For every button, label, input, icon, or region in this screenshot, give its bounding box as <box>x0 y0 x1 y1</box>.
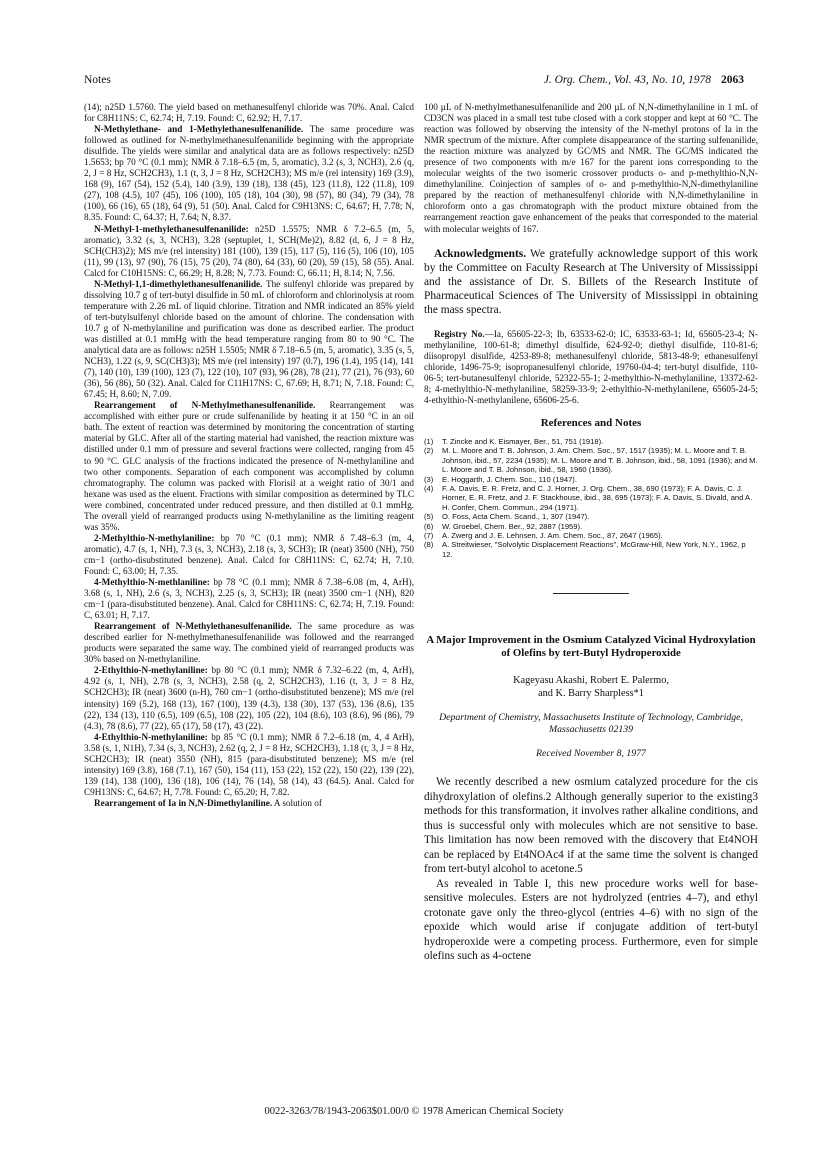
authors-line-1: Kageyasu Akashi, Robert E. Palermo, <box>513 675 669 687</box>
reference-item <box>424 446 758 474</box>
experimental-paragraph <box>84 665 414 731</box>
paragraph-text: The same procedure was followed as outlined for N-methylmethanesulfenanilide beginning with the appropriate disulfide. The yields were similar and analytical data are as follows respectively: n25D 1.5653; bp 70 °C (0.1 mm); NMR δ 7.18–6.5 (m, 5, aromatic), 3.2 (s, 3, NCH3), 2.6 (q, 2, J = 8 Hz, SCH2CH3), 1.1 (t, 3, J = 8 Hz, SCH2CH3); MS m/e (rel intensity) 169 (3.9), 168 (9), 167 (54), 152 (5.4), 140 (3.9), 139 (18), 138 (45), 123 (11.8), 122 (11.8), 109 (27), 108 (4.5), 107 (45), 106 (100), 105 (18), 104 (30), 98 (57), 80 (34), 79 (34), 78 (100), 66 (16), 65 (18), 64 (9), 51 (50). Anal. Calcd for C9H13NS: C, 64.67; H, 7.78; N, 8.35. Found: C, 64.37; H, 7.64; N, 8.37. <box>84 124 414 223</box>
paragraph-text: bp 78 °C (0.1 mm); NMR δ 7.38–6.08 (m, 4, ArH), 3.68 (s, 1, NH), 2.6 (s, 3, NCH3), 2.25 (s, 3, SCH3); IR (neat) 3500 cm−1 (NH), 820 cm−1 (para-disubstituted benzene). Anal. Calcd for C8H11NS: C, 62.74; H, 7.19. Found: C, 63.01; H, 7.17. <box>84 577 414 621</box>
reference-number: (1) <box>424 436 434 446</box>
paragraph-text: The sulfenyl chloride was prepared by dissolving 10.7 g of tert-butyl disulfide in 50 mL of chloroform and chlorinolysis at room temperature with 2.26 mL of liquid chlorine. Titration and NMR indicated an 85% yield of tert-butylsulfenyl chloride based on the amount of chlorine. The condensation with 10.7 g of N-methylaniline and purification was done as described earlier. The product was distilled at 0.1 mmHg with the head temperature ranging from 80 to 90 °C. The analytical data are as follows: n25H 1.5505; NMR δ 7.18–6.5 (m, 5, aromatic), 3.35 (s, 5, NCH3), 1.22 (s, 9, SC(CH3)3); MS m/e (rel intensity) 197 (0.7), 196 (1.4), 195 (14), 141 (7), 140 (10), 139 (100), 123 (7), 122 (10), 107 (93), 96 (28), 78 (21), 77 (21), 76 (93), 60 (36), 56 (86), 50 (32). Anal. Calcd for C11H17NS: C, 67.69; H, 8.71; N, 7.18. Found: C, 67.45; H, 8.60; N, 7.09. <box>84 278 414 400</box>
section-name: Notes <box>84 74 111 86</box>
paragraph-text: Rearrangement was accomplished with either pure or crude sulfenanilide by heating it at 150 °C in an oil bath. The extent of reaction was determined by monitoring the concentration of starting material by GLC. After all of the starting material had vanished, the reaction mixture was distilled under 0.1 mm of pressure and several fractions were collected, ranging from 45 to 90 °C. GLC analysis of the fractions indicated the presence of N-methylaniline and two other components. Separation of each component was accomplished by column chromatography. The column was packed with Florisil at a weight ratio of 30/1 and hexane was used as the eluent. Fractions with similar composition as determined by TLC were combined, concentrated under reduced pressure, and then distilled at 0.1 mmHg. The overall yield of rearranged products using N-methylaniline as the limiting reagent was 35%. <box>84 400 414 532</box>
paragraph-heading: Rearrangement of Ia in N,N-Dimethylaniline. <box>94 797 273 808</box>
reference-item <box>424 484 758 512</box>
references-heading: References and Notes <box>540 416 642 429</box>
reference-text: T. Zincke and K. Eismayer, Ber., 51, 751 (1918). <box>442 436 604 446</box>
experimental-paragraph <box>84 621 414 665</box>
reference-number: (2) <box>424 446 434 456</box>
paragraph-heading: N-Methylethane- and 1-Methylethanesulfenanilide. <box>94 124 304 135</box>
paragraph-heading: N-Methyl-1-methylethanesulfenanilide: <box>94 223 249 234</box>
reference-item <box>424 540 758 559</box>
body-paragraph-1: We recently described a new osmium catalyzed procedure for the cis dihydroxylation of olefins.2 Although generally superior to the existing3 methods for this transformation, it involves rather alkaline conditions, and thus is successful only with molecules which are not sensitive to base. This limitation has now been removed with the discovery that Et4NOH can be replaced by Et4NOAc4 if at the same time the solvent is changed from tert-butyl alcohol to acetone.5 <box>424 776 758 876</box>
reference-item <box>424 475 758 484</box>
experimental-paragraph <box>84 798 414 809</box>
reference-text: E. Hoggarth, J. Chem. Soc., 110 (1947). <box>442 474 577 484</box>
paragraph-heading: Rearrangement of N-Methylethanesulfenanilide. <box>94 621 292 632</box>
article-title: A Major Improvement in the Osmium Catalyzed Vicinal Hydroxylation of Olefins by tert-Butyl Hydroperoxide <box>426 634 756 660</box>
reference-text: O. Foss, Acta Chem. Scand., 1, 307 (1947). <box>442 512 590 522</box>
paragraph-heading: 2-Ethylthio-N-methylaniline: <box>94 665 208 676</box>
authors-line-2: and K. Barry Sharpless*1 <box>538 688 644 700</box>
reference-item <box>424 531 758 540</box>
reference-text: M. L. Moore and T. B. Johnson, J. Am. Chem. Soc., 57, 1517 (1935); M. L. Moore and T. B. Johnson, ibid., 57, 2234 (1935); M. L. Moore and T. B. Johnson, ibid., 58, 1091 (1936); and M. L. Moore and T. B. Johnson, ibid., 58, 1960 (1936). <box>442 446 758 475</box>
experimental-paragraph <box>84 124 414 223</box>
reference-text: A. Zwerg and J. E. Lehnsen, J. Am. Chem. Soc., 87, 2647 (1965). <box>442 531 663 540</box>
reference-number: (4) <box>424 483 434 493</box>
continuation-paragraph: 100 µL of N-methylmethanesulfenanilide and 200 µL of N,N-dimethylaniline in 1 mL of CD3CN was placed in a small test tube closed with a cork stopper and kept at 60 °C. The reaction was followed by observing the intensity of the N-methyl protons of Ia in the NMR spectrum of the mixture. After complete disappearance of the starting sulfenanilide, the reaction mixture was analyzed by GC/MS and NMR. The GC/MS indicated the presence of two components with m/e 167 for the parent ions corresponding to the molecular weights of the two isomeric crossover products o- and p-methylthio-N,N-dimethylaniline. Coinjection of samples of o- and p-methylthio-N,N-dimethylaniline prepared by the reaction of methanesulfenyl chloride with N,N-dimethylaniline in chloroform onto a gas chromatograph with the product mixture obtained from the rearrangement reaction gave enhancement of the peaks that corresponded to the material with molecular weights of 167. <box>424 102 758 234</box>
page-footer: 0022-3263/78/1943-2063$01.00/0 © 1978 American Chemical Society <box>264 1106 564 1117</box>
paragraph-text: A solution of <box>272 797 322 808</box>
page-header <box>84 74 744 90</box>
authors <box>424 674 758 700</box>
reference-number: (7) <box>424 531 434 540</box>
experimental-paragraph <box>84 732 414 798</box>
paragraph-text: The same procedure as was described earlier for N-methylmethanesulfenanilide was followed and the rearranged products were separated the same way. The combined yield of rearranged products was 30% based on N-methylaniline. <box>84 621 414 665</box>
paragraph-heading: 4-Methylthio-N-methlaniline: <box>94 577 210 588</box>
paragraph-heading: 4-Ethylthio-N-methylaniline: <box>94 731 208 742</box>
section-divider <box>553 593 629 594</box>
reference-text: F. A. Davis, E. R. Fretz, and C. J. Horner, J. Org. Chem., 38, 690 (1973); F. A. Davis, C. J. Horner, E. R. Fretz, and J. F. Stackhouse, ibid., 38, 695 (1973); F. A. Davis, S. Divald, and A. H. Confer, Chem. Commun., 294 (1971). <box>442 483 753 512</box>
reference-text: A. Streitwieser, "Solvolytic Displacement Reactions", McGraw-Hill, New York, N.Y., 1962, p 12. <box>442 540 746 559</box>
reference-number: (8) <box>424 540 434 550</box>
acknowledgments <box>424 247 758 317</box>
reference-text: W. Groebel, Chem. Ber., 92, 2887 (1959). <box>442 521 583 531</box>
registry-text: —Ia, 65605-22-3; Ib, 63533-62-0; IC, 63533-63-1; Id, 65605-23-4; N-methylaniline, 100-61-8; dimethyl disulfide, 624-92-0; diethyl disulfide, 110-81-6; diisopropyl disulfide, 4253-89-8; methanesulfenyl chloride, 5813-48-9; ethanesulfenyl chloride, 1496-75-9; isopropanesulfenyl chloride, 19760-04-4; tert-butyl disulfide, 110-06-5; tert-butanesulfenyl chloride, 52322-55-1; 2-methylthio-N-methylaniline, 13372-62-8; 4-methylthio-N-methylaniline, 58259-33-9; 2-ethylthio-N-methylanilene, 65605-24-5; 4-ethylthio-N-methylanilene, 65606-25-6. <box>424 328 758 405</box>
body-paragraph-2: As revealed in Table I, this new procedure works well for base-sensitive molecules. Esters are not hydrolyzed (entries 4–7), and ethyl crotonate gave only the threo-glycol (entries 4–6) with no sign of the epoxide which would arise if conjugate addition of tert-butyl hydroperoxide were a competing process. Furthermore, even for simple olefins such as 4-octene <box>424 877 758 963</box>
journal-citation <box>544 74 744 86</box>
reference-item <box>424 512 758 521</box>
paragraph-text: bp 70 °C (0.1 mm); NMR δ 7.48–6.3 (m, 4, aromatic), 4.7 (s, 1, NH), 7.3 (s, 3, NCH3), 2.18 (s, 3, SCH3); IR (neat) 3500 (NH), 750 cm−1 (ortho-disubstituted benzene). Anal. Calcd for C8H11NS: C, 62.74; H, 7.10. Found: C, 63.00; H, 7.35. <box>84 532 414 576</box>
paragraph-heading: Rearrangement of N-Methylmethanesulfenanilide. <box>94 400 316 411</box>
reference-item <box>424 437 758 446</box>
ack-text: We gratefully acknowledge support of this work by the Committee on Faculty Research at The University of Mississippi and the assistance of Dr. S. Billets of the Research Institute of Pharmaceutical Sciences of The University of Mississippi in obtaining the mass spectra. <box>424 247 758 316</box>
journal-name: J. Org. Chem., Vol. 43, No. 10, 1978 <box>543 74 711 86</box>
experimental-paragraph <box>84 102 414 124</box>
paragraph-heading: 2-Methylthio-N-methylaniline: <box>94 532 215 543</box>
experimental-paragraph <box>84 224 414 279</box>
right-column <box>424 102 758 964</box>
experimental-paragraph <box>84 533 414 577</box>
paragraph-text: bp 80 °C (0.1 mm); NMR δ 7.32–6.22 (m, 4, ArH), 4.92 (s, 1, NH), 2.78 (s, 3, NCH3), 2.58 (q, 2, SCH2CH3), 1.16 (t, 3, J = 8 Hz, SCH2CH3); IR (neat) 3600 (n-H), 760 cm−1 (ortho-disubstituted benzene); MS m/e (rel intensity) 169 (5.2), 168 (13), 167 (100), 139 (4.3), 138 (30), 137 (53), 136 (8.6), 135 (22), 134 (13), 110 (6.5), 109 (6.5), 108 (22), 105 (22), 104 (8.6), 103 (8.6), 96 (86), 79 (4.3), 78 (8.6), 77 (22), 65 (17), 58 (17), 43 (22). <box>84 665 414 731</box>
paragraph-text: (14); n25D 1.5760. The yield based on methanesulfenyl chloride was 70%. Anal. Calcd for C8H11NS: C, 62.74; H, 7.19. Found: C, 62.92; H, 7.17. <box>84 102 414 124</box>
page-number: 2063 <box>721 74 744 86</box>
paragraph-text: n25D 1.5575; NMR δ 7.2–6.5 (m, 5, aromatic), 3.32 (s, 3, NCH3), 3.28 (septuplet, 1, SCH(Me)2), 8.82 (d, 6, J = 8 Hz, SCH(CH3)2); MS m/e (rel intensity) 181 (100), 139 (15), 117 (5), 116 (5), 106 (10), 105 (11), 99 (13), 97 (90), 76 (15), 75 (20), 74 (80), 64 (33), 60 (20), 59 (15), 58 (55). Anal. Calcd for C10H15NS: C, 66.29; H, 8.28; N, 7.73. Found: C, 66.11; H, 8.14; N, 7.56. <box>84 223 414 278</box>
references-list <box>424 437 758 559</box>
left-column <box>84 102 414 809</box>
reference-number: (3) <box>424 474 434 484</box>
experimental-paragraph <box>84 577 414 621</box>
paragraph-text: bp 85 °C (0.1 mm); NMR δ 7.2–6.18 (m, 4, 4 ArH), 3.58 (s, 1, N1H), 7.34 (s, 3, NCH3), 2.62 (q, 2, J = 8 Hz, SCH2CH3), 1.18 (t, 3, J = 8 Hz, SCH2CH3); IR (neat) 3550 (NH), 815 (para-disubstituted benzene); MS m/e (rel intensity) 169 (3.8), 168 (7.1), 167 (50), 154 (11), 153 (22), 152 (22), 150 (22), 139 (22), 139 (14), 138 (100), 136 (18), 106 (14), 76 (14), 58 (14), 43 (64.5). Anal. Calcd for C9H13NS: C, 64.67; H, 7.78. Found: C, 65.20; H, 7.82. <box>84 731 414 797</box>
paragraph-heading: N-Methyl-1,1-dimethylethanesulfenanilide. <box>94 278 263 289</box>
affiliation: Department of Chemistry, Massachusetts Institute of Technology, Cambridge, Massachusetts 02139 <box>439 712 743 736</box>
reference-item <box>424 522 758 531</box>
experimental-paragraph <box>84 400 414 533</box>
ack-heading: Acknowledgments. <box>434 247 527 260</box>
article-body <box>424 775 758 964</box>
received-date: Received November 8, 1977 <box>536 748 646 760</box>
registry-heading: Registry No. <box>434 328 485 339</box>
registry-numbers <box>424 329 758 406</box>
reference-number: (6) <box>424 521 434 531</box>
reference-number: (5) <box>424 512 434 522</box>
experimental-paragraph <box>84 279 414 401</box>
